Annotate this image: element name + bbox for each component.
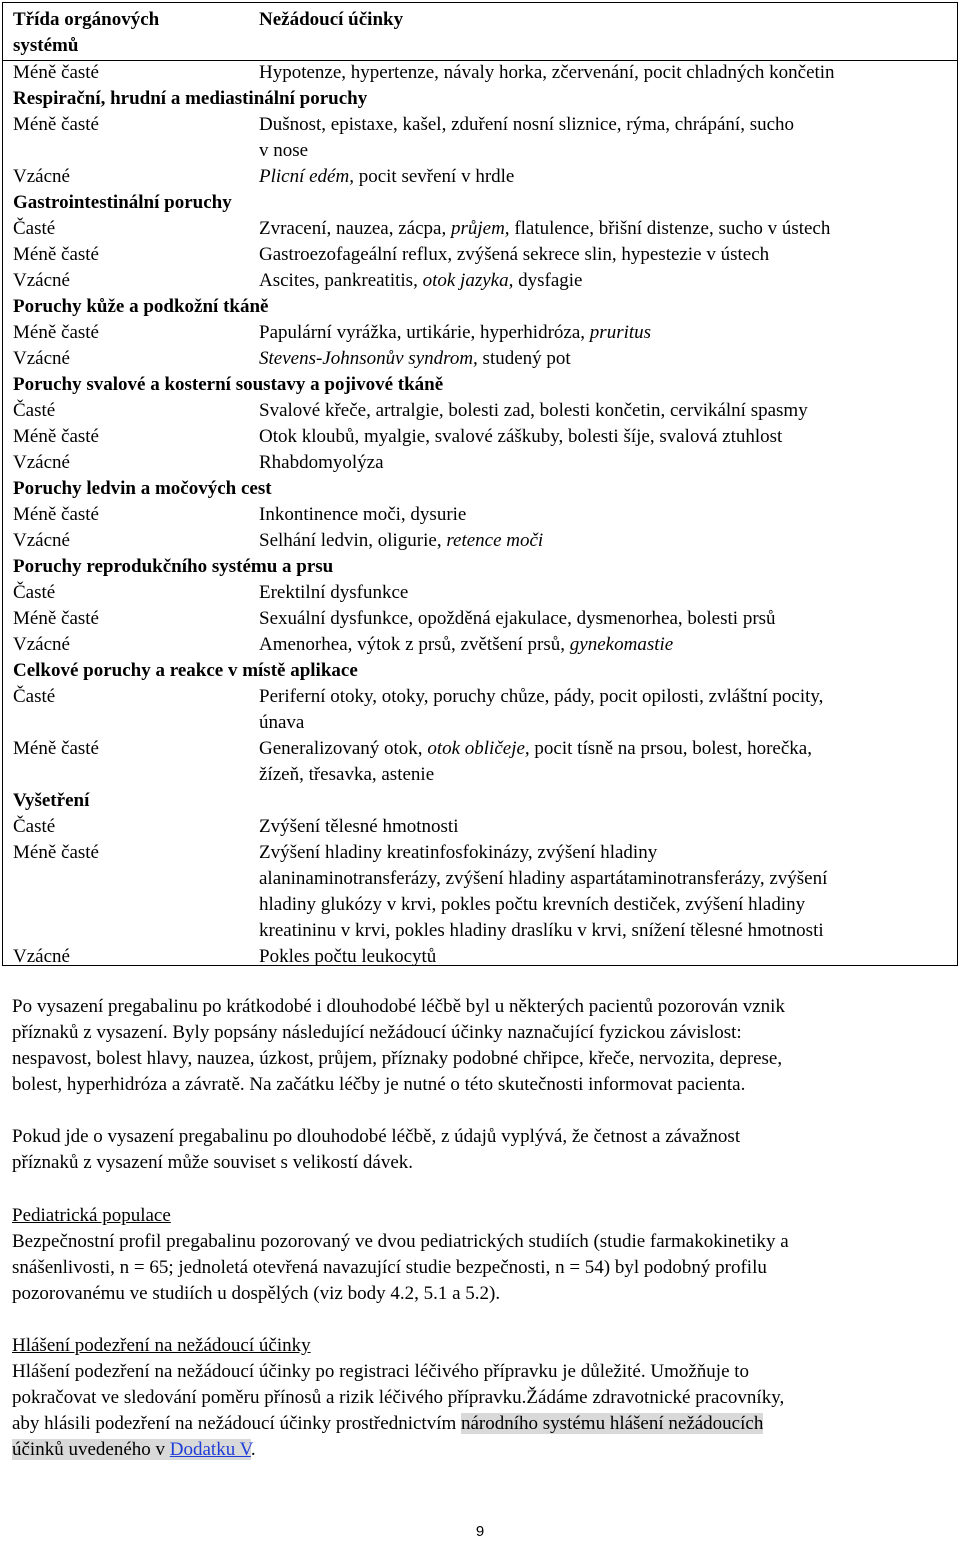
effect-text: Zvracení, nauzea	[259, 218, 389, 239]
effect-cell: Gastroezofageální reflux, zvýšená sekrece slin, hypestezie v ústech	[259, 244, 770, 265]
effect-cell	[259, 840, 953, 944]
paragraph-line: bolest, hyperhidróza a závratě. Na začátku léčby je nutné o této skutečnosti informovat pacienta.	[12, 1074, 746, 1095]
highlighted-text: účinků uvedeného v	[12, 1439, 170, 1460]
effect-line	[259, 736, 953, 762]
frequency-cell: Časté	[13, 582, 56, 603]
effect-cell	[259, 528, 953, 554]
effect-line: alaninaminotransferázy, zvýšení hladiny aspartátaminotransferázy, zvýšení	[259, 868, 828, 889]
effect-line: únava	[259, 712, 305, 733]
frequency-cell: Méně časté	[13, 114, 99, 135]
effect-line: Dušnost, epistaxe, kašel, zduření nosní sliznice, rýma, chrápání, sucho	[259, 114, 795, 135]
effect-cell: Sexuální dysfunkce, opožděná ejakulace, dysmenorhea, bolesti prsů	[259, 608, 776, 629]
paragraph-line: pokračovat ve sledování poměru přínosů a rizik léčivého přípravku.Žádáme zdravotnické pracovníky,	[12, 1387, 785, 1408]
effect-italic: pruritus	[589, 322, 652, 343]
effect-cell: Zvýšení tělesné hmotnosti	[259, 816, 459, 837]
frequency-cell: Vzácné	[13, 634, 70, 655]
reporting-heading: Hlášení podezření na nežádoucí účinky	[12, 1335, 311, 1356]
header-col1-line2: systémů	[13, 35, 79, 56]
effect-line: kreatininu v krvi, pokles hladiny draslíku v krvi, snížení tělesné hmotnosti	[259, 920, 824, 941]
paragraph-line: příznaků z vysazení může souviset s velikostí dávek.	[12, 1152, 414, 1173]
effect-italic: Plicní edém,	[259, 166, 354, 187]
frequency-cell: Méně časté	[13, 842, 99, 863]
frequency-cell: Méně časté	[13, 738, 99, 759]
pediatric-section	[12, 1203, 952, 1307]
paragraph-line	[12, 1437, 952, 1463]
frequency-cell: Časté	[13, 218, 56, 239]
paragraph-line: nespavost, bolest hlavy, nauzea, úzkost, průjem, příznaky podobné chřipce, křeče, nervozita, deprese,	[12, 1048, 783, 1069]
effect-cell: Inkontinence moči, dysurie	[259, 504, 467, 525]
effect-cell: Otok kloubů, myalgie, svalové záškuby, bolesti šíje, svalová ztuhlost	[259, 426, 783, 447]
paragraph-line: pozorovanému ve studiích u dospělých (viz body 4.2, 5.1 a 5.2).	[12, 1283, 501, 1304]
page-number: 9	[475, 1523, 485, 1540]
paragraph-line: Hlášení podezření na nežádoucí účinky po registraci léčivého přípravku je důležité. Umožňuje to	[12, 1361, 750, 1382]
effect-cell	[259, 320, 953, 346]
effect-cell	[259, 346, 953, 372]
frequency-cell: Vzácné	[13, 452, 70, 473]
section-general: Celkové poruchy a reakce v místě aplikace	[13, 660, 358, 681]
effect-cell: Erektilní dysfunkce	[259, 582, 409, 603]
section-reproductive: Poruchy reprodukčního systému a prsu	[13, 556, 334, 577]
frequency-cell: Méně časté	[13, 322, 99, 343]
effect-line: Periferní otoky, otoky, poruchy chůze, pády, pocit opilosti, zvláštní pocity,	[259, 686, 824, 707]
effect-line: v nose	[259, 140, 309, 161]
effect-text: dysfagie	[513, 270, 583, 291]
paragraph-text: .	[250, 1439, 256, 1460]
effect-line: Zvýšení hladiny kreatinfosfokinázy, zvýšení hladiny	[259, 842, 658, 863]
effect-italic: průjem,	[450, 218, 510, 239]
paragraph-line: Po vysazení pregabalinu po krátkodobé i dlouhodobé léčbě byl u některých pacientů pozorován vznik	[12, 996, 785, 1017]
frequency-cell: Méně časté	[13, 504, 99, 525]
effect-cell: Hypotenze, hypertenze, návaly horka, zčervenání, pocit chladných končetin	[259, 62, 835, 83]
frequency-cell: Vzácné	[13, 166, 70, 187]
effect-italic: otok obličeje,	[427, 738, 530, 759]
frequency-cell: Méně časté	[13, 426, 99, 447]
effect-text: flatulence, břišní distenze, sucho v ústech	[509, 218, 831, 239]
paragraph-line	[12, 1411, 952, 1437]
frequency-cell: Vzácné	[13, 348, 70, 369]
paragraph-line: snášenlivosti, n = 65; jednoletá otevřená navazující studie bezpečnosti, n = 54) byl podobný profilu	[12, 1257, 767, 1278]
section-respiratory: Respirační, hrudní a mediastinální poruchy	[13, 88, 368, 109]
effect-text: Papulární vyrážka, urtikárie, hyperhidróza,	[259, 322, 590, 343]
paragraph-text: aby hlásili podezření na nežádoucí účinky prostřednictvím	[12, 1413, 461, 1434]
frequency-cell: Časté	[13, 686, 56, 707]
header-col1-line1: Třída orgánových	[13, 9, 160, 30]
frequency-cell: Časté	[13, 400, 56, 421]
effect-text: , zácpa,	[388, 218, 451, 239]
effect-text: studený pot	[477, 348, 571, 369]
section-gastrointestinal: Gastrointestinální poruchy	[13, 192, 232, 213]
effect-cell	[259, 736, 953, 788]
highlighted-text: národního systému hlášení nežádoucích	[461, 1413, 764, 1434]
frequency-cell: Vzácné	[13, 530, 70, 551]
effect-cell: Svalové křeče, artralgie, bolesti zad, bolesti končetin, cervikální spasmy	[259, 400, 808, 421]
effect-text: Selhání ledvin, oligurie,	[259, 530, 447, 551]
effect-cell: Pokles počtu leukocytů	[259, 946, 437, 967]
frequency-cell: Vzácné	[13, 946, 70, 967]
reporting-section	[12, 1333, 952, 1463]
effect-text: Ascites, pankreatitis,	[259, 270, 423, 291]
frequency-cell: Časté	[13, 816, 56, 837]
effect-cell	[259, 684, 953, 736]
effect-cell: Rhabdomyolýza	[259, 452, 384, 473]
section-musculoskeletal: Poruchy svalové a kosterní soustavy a pojivové tkáně	[13, 374, 444, 395]
section-renal: Poruchy ledvin a močových cest	[13, 478, 272, 499]
effect-text: Amenorhea, výtok z prsů, zvětšení prsů,	[259, 634, 570, 655]
frequency-cell: Méně časté	[13, 608, 99, 629]
effect-cell	[259, 112, 953, 164]
frequency-cell: Méně časté	[13, 244, 99, 265]
effect-cell	[259, 632, 953, 658]
paragraph-line: příznaků z vysazení. Byly popsány následující nežádoucí účinky naznačující fyzickou závislost:	[12, 1022, 742, 1043]
effect-italic: gynekomastie	[569, 634, 674, 655]
pediatric-heading: Pediatrická populace	[12, 1205, 171, 1226]
effect-text: pocit sevření v hrdle	[353, 166, 515, 187]
withdrawal-paragraph	[12, 994, 952, 1098]
effect-cell	[259, 268, 953, 294]
frequency-cell: Méně časté	[13, 62, 99, 83]
effect-cell	[259, 164, 953, 190]
section-investigations: Vyšetření	[13, 790, 90, 811]
appendix-v-link[interactable]: Dodatku V	[169, 1439, 251, 1460]
effect-cell	[259, 216, 953, 242]
frequency-cell: Vzácné	[13, 270, 70, 291]
dose-paragraph	[12, 1124, 952, 1176]
section-skin: Poruchy kůže a podkožní tkáně	[13, 296, 269, 317]
header-system-organ-class	[13, 7, 253, 59]
effect-line: hladiny glukózy v krvi, pokles počtu krevních destiček, zvýšení hladiny	[259, 894, 806, 915]
effect-text: pocit tísně na prsou, bolest, horečka,	[529, 738, 812, 759]
effect-italic: retence moči	[446, 530, 544, 551]
paragraph-line: Bezpečnostní profil pregabalinu pozorovaný ve dvou pediatrických studiích (studie farmakokinetiky a	[12, 1231, 789, 1252]
header-adverse-effects: Nežádoucí účinky	[259, 9, 404, 30]
adverse-effects-table	[2, 2, 958, 966]
effect-italic: Stevens-Johnsonův syndrom,	[259, 348, 478, 369]
effect-line: žízeň, třesavka, astenie	[259, 764, 435, 785]
paragraph-line: Pokud jde o vysazení pregabalinu po dlouhodobé léčbě, z údajů vyplývá, že četnost a závažnost	[12, 1126, 741, 1147]
effect-text: Generalizovaný otok,	[259, 738, 428, 759]
effect-italic: otok jazyka,	[422, 270, 514, 291]
